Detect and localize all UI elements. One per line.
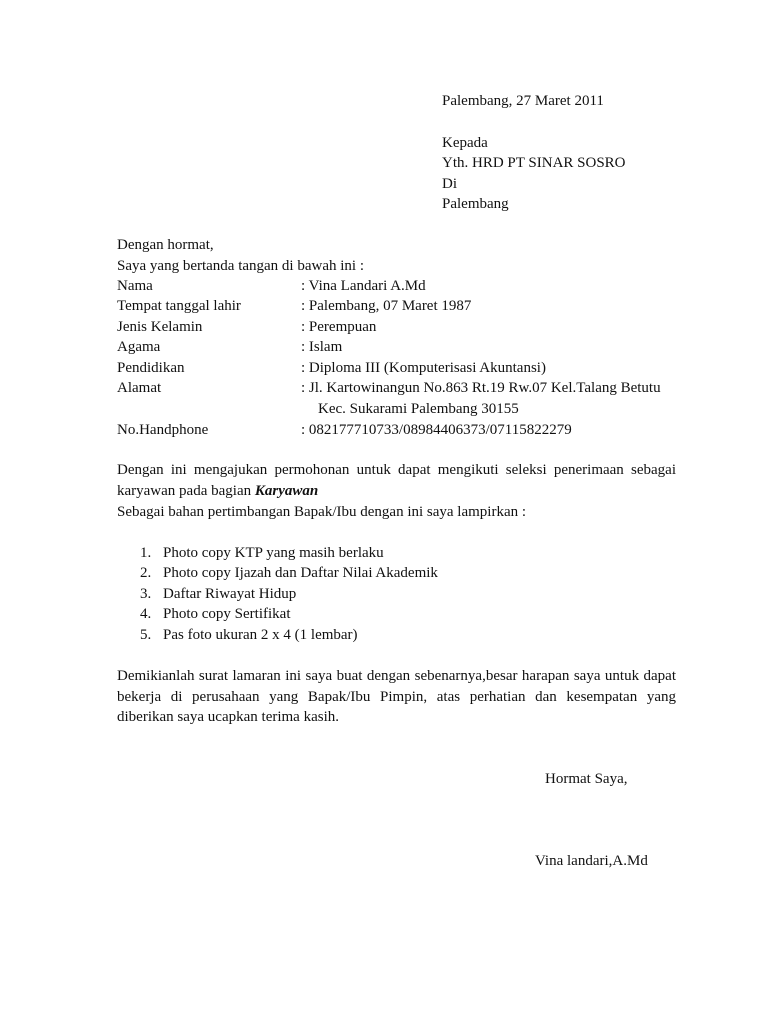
field-value-address: : Jl. Kartowinangun No.863 Rt.19 Rw.07 Kel.Talang Betutu	[301, 380, 661, 396]
recipient: Yth. HRD PT SINAR SOSRO	[442, 155, 626, 171]
attach-intro: Sebagai bahan pertimbangan Bapak/Ibu dengan ini saya lampirkan :	[117, 504, 527, 520]
greeting: Dengan hormat,	[117, 237, 214, 253]
field-value-religion: : Islam	[301, 339, 343, 355]
di-label: Di	[442, 176, 457, 192]
list-number: 3.	[140, 586, 152, 602]
intro-text: Saya yang bertanda tangan di bawah ini :	[117, 258, 365, 274]
list-number: 1.	[140, 545, 152, 561]
list-number: 4.	[140, 606, 152, 622]
position-name: Karyawan	[254, 482, 319, 499]
to-label: Kepada	[442, 135, 488, 151]
closing-paragraph: Demikianlah surat lamaran ini saya buat dengan sebenarnya,besar harapan saya untuk dapat bekerja di perusahaan yang Bapak/Ibu Pimpin, atas perhatian dan kesempatan yang diberikan saya ucapkan terima kasih.	[117, 668, 676, 725]
field-value-address-cont: Kec. Sukarami Palembang 30155	[318, 401, 519, 417]
list-text: Photo copy Sertifikat	[163, 606, 291, 622]
place-date: Palembang, 27 Maret 2011	[442, 93, 604, 109]
field-label-religion: Agama	[117, 339, 161, 355]
field-value-gender: : Perempuan	[301, 319, 377, 335]
field-label-name: Nama	[117, 278, 153, 294]
signature-name: Vina landari,A.Md	[535, 853, 648, 869]
request-paragraph	[117, 460, 676, 501]
regards: Hormat Saya,	[545, 771, 628, 787]
field-value-education: : Diploma III (Komputerisasi Akuntansi)	[301, 360, 546, 376]
list-text: Daftar Riwayat Hidup	[163, 586, 297, 602]
field-label-birth: Tempat tanggal lahir	[117, 298, 241, 314]
list-text: Pas foto ukuran 2 x 4 (1 lembar)	[163, 627, 358, 643]
recipient-city: Palembang	[442, 196, 509, 212]
field-label-education: Pendidikan	[117, 360, 185, 376]
field-label-phone: No.Handphone	[117, 422, 209, 438]
field-value-phone: : 082177710733/08984406373/07115822279	[301, 422, 572, 438]
list-number: 2.	[140, 565, 152, 581]
field-label-address: Alamat	[117, 380, 162, 396]
field-value-name: : Vina Landari A.Md	[301, 278, 426, 294]
field-value-birth: : Palembang, 07 Maret 1987	[301, 298, 472, 314]
list-number: 5.	[140, 627, 152, 643]
list-text: Photo copy Ijazah dan Daftar Nilai Akademik	[163, 565, 438, 581]
field-label-gender: Jenis Kelamin	[117, 319, 203, 335]
list-text: Photo copy KTP yang masih berlaku	[163, 545, 384, 561]
request-text: Dengan ini mengajukan permohonan untuk dapat mengikuti seleksi penerimaan sebagai karyawan pada bagian	[117, 462, 676, 499]
